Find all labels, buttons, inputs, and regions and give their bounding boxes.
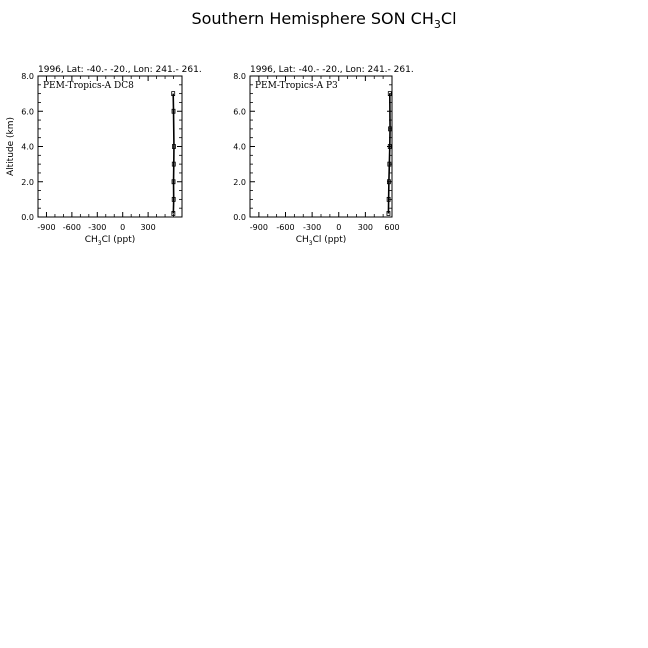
- y-tick-label: 2.0: [233, 177, 246, 187]
- panel-1: [6, 65, 202, 247]
- panel-header: 1996, Lat: -40.- -20., Lon: 241.- 261.: [38, 65, 202, 75]
- panel-2: [233, 65, 413, 247]
- y-tick-label: 4.0: [233, 142, 246, 152]
- y-tick-label: 4.0: [21, 142, 34, 152]
- plot-frame: [38, 76, 182, 217]
- x-tick-label: -600: [276, 223, 295, 232]
- x-tick-label: -900: [37, 223, 56, 232]
- y-tick-label: 6.0: [233, 107, 246, 117]
- y-tick-label: 8.0: [21, 72, 34, 81]
- plot-frame: [250, 76, 392, 217]
- x-tick-label: -300: [88, 223, 107, 232]
- x-tick-label: 0: [336, 223, 342, 232]
- y-tick-label: 8.0: [233, 72, 246, 81]
- figure-title: Southern Hemisphere SON $CH_3Cl$: [191, 9, 457, 31]
- x-tick-label: -600: [62, 223, 81, 232]
- x-tick-label: 300: [357, 223, 374, 232]
- y-axis-label: Altitude (km): [6, 116, 16, 177]
- panel-header: 1996, Lat: -40.- -20., Lon: 241.- 261.: [250, 65, 414, 75]
- x-tick-label: 600: [384, 223, 400, 232]
- y-tick-label: 0.0: [233, 213, 246, 222]
- x-tick-label: 300: [140, 223, 156, 232]
- x-axis-label: $CH_3Cl$ (ppt): [84, 235, 136, 247]
- campaign-label: PEM-Tropics-A DC8: [43, 81, 134, 91]
- x-tick-label: -900: [249, 223, 268, 232]
- profile-line: [173, 94, 174, 214]
- x-tick-label: -300: [303, 223, 322, 232]
- y-tick-label: 6.0: [21, 107, 34, 117]
- campaign-label: PEM-Tropics-A P3: [255, 81, 338, 91]
- y-tick-label: 0.0: [21, 213, 34, 222]
- x-axis-label: $CH_3Cl$ (ppt): [295, 235, 347, 247]
- y-tick-label: 2.0: [21, 177, 34, 187]
- x-tick-label: 0: [120, 223, 126, 232]
